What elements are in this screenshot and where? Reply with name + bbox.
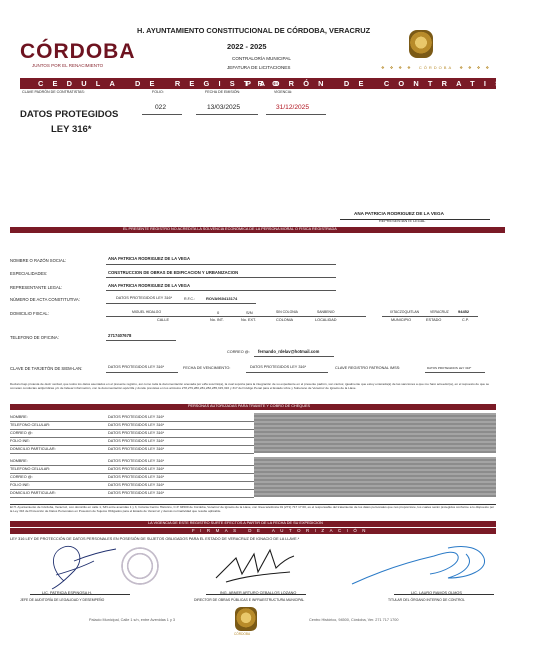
signer-2-role: DIRECTOR DE OBRAS PÚBLICAS E INFRAESTRUCTURA MUNICIPAL xyxy=(194,598,305,602)
signer-3-name: LIC. LAURO RAMOS OLMOS xyxy=(411,591,462,595)
domicilio-line-2 xyxy=(382,316,478,317)
dept-licitaciones: JEFATURA DE LICITACIONES xyxy=(227,65,291,70)
person-row-value: DATOS PROTEGIDOS LEY 316* xyxy=(108,491,165,495)
footer-coat-of-arms-icon xyxy=(235,607,257,631)
especialidades-line xyxy=(106,277,336,278)
footer-seal-caption: CÓRDOBA xyxy=(234,632,251,636)
person-row-label: DOMICILIO PARTICULAR: xyxy=(10,447,56,451)
logo-tagline: JUNTOS POR EL RENACIMIENTO xyxy=(32,63,104,68)
registration-document xyxy=(10,14,551,654)
correo-label: CORREO @: xyxy=(227,350,250,354)
cedula-banner xyxy=(20,78,551,89)
dept-contraloria: CONTRALORÍA MUNICIPAL xyxy=(232,56,291,61)
signature-1 xyxy=(34,541,124,593)
representative-name: ANA PATRICIA RODRIGUEZ DE LA VEGA xyxy=(354,211,444,216)
estado-caption: ESTADO xyxy=(426,318,442,322)
privacy-notice: El H. Ayuntamiento de Córdoba, Veracruz, con domicilio en calle 1, S/N entre avenidas 1 y 3, Colonia Centro Histórico, C.P. 94500 de Córdoba, Veracruz de Ignacio de la Llave, con línea telefónica 01 (271) 717 17 00, es el responsable del tratamiento de los datos personales que nos proporcione, los cuales serán protegidos conforme a lo dispuesto por la Ley 316 de Protección de Datos Personales en Posesión de Sujetos Obligados para el Estado de Veracruz y demás normatividad que resulte aplicable. xyxy=(10,505,495,514)
representative-line xyxy=(340,219,490,220)
siem-label: CLAVE DE TARJETÓN DE SIEM-LAN: xyxy=(10,366,83,371)
telefono-label: TELEFONO DE OFICINA: xyxy=(10,335,59,340)
calle-value: MIGUEL HIDALGO xyxy=(132,310,162,314)
vigencia-underline xyxy=(266,114,326,115)
vencimiento-label: FECHA DE VENCIMIENTO: xyxy=(183,366,231,370)
legal-declaration: Declaro bajo protesta de decir verdad, que todos los datos asentados en el presente registro, así como toda la documentación anexada por el/la suscrito(a), la cual soporta para la integración de su expediente en el presente padrón, son ciertos; igualmente que estoy enterado(a) de las sanciones a que me haré acreedor(a), en el supuesto de que se cometan conductas antijurídicas y/o de falsear información, con la documentación apócrifa y donde previstas en los artículos 278,279,280,281,282,285,315,316 y 317 del Código Penal para el Estado Libre y Soberano de Veracruz de Ignacio de la Llave. xyxy=(10,382,490,391)
vigencia-notice: LA VIGENCIA DE ESTE REGISTRO SURTE EFECTOS A PARTIR DE LA FECHA DE SU EXPEDICION xyxy=(148,521,323,525)
razon-social-line xyxy=(106,264,336,265)
person-row xyxy=(10,489,254,498)
person-row-value: DATOS PROTEGIDOS LEY 316* xyxy=(108,475,165,479)
signature-2 xyxy=(206,538,296,590)
vencimiento-value: DATOS PROTEGIDOS LEY 316* xyxy=(250,365,307,369)
person-row-value: DATOS PROTEGIDOS LEY 316* xyxy=(108,423,165,427)
footer-left: Palacio Municipal, Calle 1 s/n, entre Avenidas 1 y 3 xyxy=(89,618,176,622)
especialidades-label: ESPECIALIDADES: xyxy=(10,271,48,276)
person-row-value: DATOS PROTEGIDOS LEY 316* xyxy=(108,459,165,463)
persons-header: PERSONAS AUTORIZADAS PARA TRAMITE Y COBRO DE CHEQUES xyxy=(188,404,311,408)
clave-value-2: LEY 316* xyxy=(51,124,92,135)
signer-3-role: TITULAR DEL ÓRGANO INTERNO DE CONTROL xyxy=(388,598,465,602)
acta-label: NÚMERO DE ACTA CONSTITUTIVA: xyxy=(10,297,80,302)
municipio-caption: MUNICIPIO xyxy=(391,318,412,322)
razon-social-label: NOMBRE O RAZÓN SOCIAL: xyxy=(10,258,67,263)
firmas-header-band xyxy=(10,528,496,534)
siem-value: DATOS PROTEGIDOS LEY 316* xyxy=(108,365,165,369)
imss-value: DATOS PROTEGIDOS LEY 316* xyxy=(427,366,472,370)
siem-line xyxy=(106,372,178,373)
person-row xyxy=(10,445,254,454)
folio-label: FOLIO: xyxy=(152,90,164,94)
banner-left: CEDULA DE REGISTRO xyxy=(38,79,288,88)
folio-value: 022 xyxy=(155,104,167,111)
person-row-label: CORREO @: xyxy=(10,431,33,435)
person-row-label: NOMBRE: xyxy=(10,415,28,419)
person-row-value: DATOS PROTEGIDOS LEY 316* xyxy=(108,483,165,487)
person-row-label: FOLIO INE: xyxy=(10,483,30,487)
num-ext-caption: No. EXT. xyxy=(241,318,256,322)
colonia-caption: COLONIA xyxy=(276,318,294,322)
razon-social-value: ANA PATRICIA RODRIGUEZ DE LA VEGA xyxy=(108,256,190,261)
acta-value: DATOS PROTEGIDOS LEY 316* xyxy=(116,296,173,300)
clave-label: CLAVE PADRÓN DE CONTRATISTAS: xyxy=(22,90,85,94)
solvency-notice: EL PRESENTE REGISTRO NO ACREDITA LA SOLVENCIA ECONÓMICA DE LA PERSONA MORAL O FISICA REGISTRADA xyxy=(123,227,337,231)
calle-caption: CALLE xyxy=(157,318,170,322)
person-row-label: TELEFONO CELULAR: xyxy=(10,467,51,471)
period: 2022 - 2025 xyxy=(227,42,267,51)
domicilio-line xyxy=(106,316,366,317)
clave-value-1: DATOS PROTEGIDOS xyxy=(20,109,119,120)
person-row-label: CORREO @: xyxy=(10,475,33,479)
vigencia-value: 31/12/2025 xyxy=(276,104,310,111)
redacted-area-2 xyxy=(254,457,496,497)
redacted-area-1 xyxy=(254,413,496,453)
coat-of-arms-icon xyxy=(409,30,433,58)
num-int-caption: No. INT. xyxy=(210,318,224,322)
logo-word: CÓRDOBA xyxy=(20,40,136,63)
correo-value: fernando_rdelav@hotmail.com xyxy=(258,349,320,354)
fecha-underline xyxy=(196,114,258,115)
rep-legal-value: ANA PATRICIA RODRIGUEZ DE LA VEGA xyxy=(108,283,190,288)
person-row-value: DATOS PROTEGIDOS LEY 316* xyxy=(108,431,165,435)
rfc-value: ROVA960413174 xyxy=(206,296,238,301)
folio-underline xyxy=(142,114,182,115)
person-row-value: DATOS PROTEGIDOS LEY 316* xyxy=(108,467,165,471)
person-row-label: DOMICILIO PARTICULAR: xyxy=(10,491,56,495)
vencimiento-line xyxy=(246,372,328,373)
localidad-caption: LOCALIDAD xyxy=(315,318,337,322)
telefono-value: 2717407678 xyxy=(108,333,132,338)
vigencia-notice-band xyxy=(10,521,496,527)
localidad-value: SANBENIO xyxy=(317,310,335,314)
especialidades-value: CONSTRUCCION DE OBRAS DE EDIFICACION Y URBANIZACION xyxy=(108,270,239,275)
banner-right: PADRÓN DE CONTRATISTAS xyxy=(246,79,551,88)
signer-1-role: JEFE DE AUDITORÍA DE LEGALIDAD Y DESEMPEÑO xyxy=(20,598,105,602)
vigencia-label: VIGENCIA: xyxy=(274,90,293,94)
seal-caption: ❖ ❖ ❖ ❖ CÓRDOBA ❖ ❖ ❖ ❖ xyxy=(381,65,492,70)
estado-value: VERACRUZ xyxy=(430,310,449,314)
representative-role: REPRESENTANTE LEGAL xyxy=(379,219,426,223)
colonia-value: SIN COLONIA xyxy=(276,310,298,314)
person-row-value: DATOS PROTEGIDOS LEY 316* xyxy=(108,439,165,443)
person-row-label: FOLIO INE: xyxy=(10,439,30,443)
persons-header-band xyxy=(10,404,496,410)
signature-3 xyxy=(348,538,493,590)
org-title: H. AYUNTAMIENTO CONSTITUCIONAL DE CÓRDOBA, VERACRUZ xyxy=(137,26,371,35)
rep-legal-line xyxy=(106,290,336,291)
person-row-value: DATOS PROTEGIDOS LEY 316* xyxy=(108,415,165,419)
imss-label: CLAVE REGISTRO PATRONAL IMSS: xyxy=(335,366,401,370)
correo-line xyxy=(254,356,334,357)
cp-caption: C.P. xyxy=(462,318,469,322)
signer-2-name: ING. ABNER ARTURO CEBALLOS LOZANO xyxy=(220,591,297,595)
person-row-label: NOMBRE: xyxy=(10,459,28,463)
person-row-label: TELEFONO CELULAR: xyxy=(10,423,51,427)
telefono-line xyxy=(106,340,176,341)
cp-value: 94452 xyxy=(458,309,470,314)
rfc-label: R.F.C.: xyxy=(184,297,195,301)
signer-1-name: LIC. PATRICIA ESPINOSA H. xyxy=(42,591,92,595)
person-row-value: DATOS PROTEGIDOS LEY 316* xyxy=(108,447,165,451)
num-int-value: 0 xyxy=(217,310,220,315)
rep-legal-label: REPRESENTANTE LEGAL: xyxy=(10,285,63,290)
domicilio-label: DOMICILIO FISCAL: xyxy=(10,311,49,316)
fecha-label: FECHA DE EMISIÓN: xyxy=(205,90,241,94)
solvency-notice-band xyxy=(10,227,505,233)
firmas-header: FIRMAS DE AUTORIZACIÓN xyxy=(192,528,371,533)
official-stamp-icon xyxy=(120,546,160,586)
footer-right: Centro Histórico, 94500, Córdoba, Ver. 271 717 1700 xyxy=(309,618,399,622)
imss-line xyxy=(425,372,485,373)
fecha-value: 13/03/2025 xyxy=(207,104,241,111)
acta-line xyxy=(106,303,256,304)
law-note: LEY 316 LEY DE PROTECCIÓN DE DATOS PERSONALES EN POSESIÓN DE SUJETOS OBLIGADOS PARA EL ESTADO DE VERACRUZ DE IGNACIO DE LA LLAVE.* xyxy=(10,537,300,541)
municipio-value: IXTACZOQUITLAN xyxy=(390,310,420,314)
num-ext-value: S/N xyxy=(246,310,253,315)
